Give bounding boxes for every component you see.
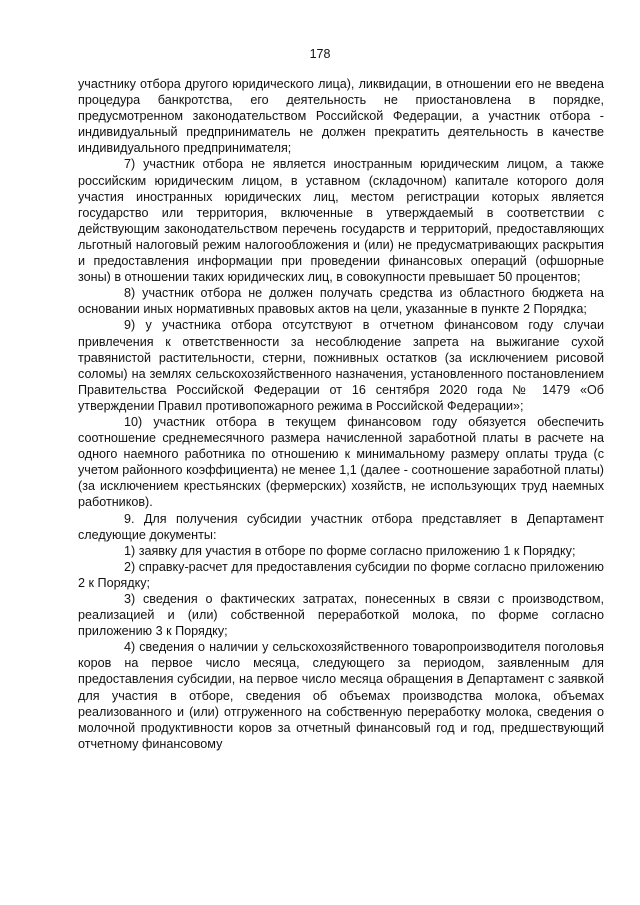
paragraph: 9) у участника отбора отсутствуют в отчетном финансовом году случаи привлечения к ответственности за несоблюдение запрета на выжигание сухой травянистой растительности, стерни, пожнивных остатков (за исключением рисовой соломы) на землях сельскохозяйственного назначения, установленного постановлением Правительства Российской Федерации от 16 сентября 2020 года № 1479 «Об утверждении Правил противопожарного режима в Российской Федерации»; [78,318,604,413]
paragraph: 3) сведения о фактических затратах, понесенных в связи с производством, реализацией и (или) собственной переработкой молока, по форме согласно приложению 3 к Порядку; [78,592,604,639]
paragraph: 9. Для получения субсидии участник отбора представляет в Департамент следующие документы: [78,511,604,542]
paragraph: 1) заявку для участия в отборе по форме согласно приложению 1 к Порядку; [124,543,576,558]
page-number: 178 [309,47,331,61]
paragraph: 10) участник отбора в текущем финансовом году обязуется обеспечить соотношение среднемесячного размера начисленной заработной платы в расчете на одного наемного работника по отношению к минимальному размеру оплаты труда (с учетом районного коэффициента) не менее 1,1 (далее - соотношение заработной платы) (за исключением крестьянских (фермерских) хозяйств, не использующих труд наемных работников). [78,414,604,510]
paragraph: 2) справку-расчет для предоставления субсидии по форме согласно приложению 2 к Порядку; [78,559,604,590]
document-body [78,76,604,752]
paragraph: участнику отбора другого юридического лица), ликвидации, в отношении его не введена процедура банкротства, его деятельность не приостановлена в порядке, предусмотренном законодательством Российской Федерации, а участник отбора - индивидуальный предприниматель не должен прекратить деятельность в качестве индивидуального предпринимателя; [78,77,604,156]
paragraph: 7) участник отбора не является иностранным юридическим лицом, а также российским юридическим лицом, в уставном (складочном) капитале которого доля участия иностранных юридических лиц, местом регистрации которых является государство или территория, включенные в утверждаемый в соответствии с действующим законодательством перечень государств и территорий, предоставляющих льготный налоговый режим налогообложения и (или) не предусматривающих раскрытия и предоставления информации при проведении финансовых операций (офшорные зоны) в отношении таких юридических лиц, в совокупности превышает 50 процентов; [78,157,604,285]
paragraph: 8) участник отбора не должен получать средства из областного бюджета на основании иных нормативных правовых актов на цели, указанные в пункте 2 Порядка; [78,286,604,317]
paragraph: 4) сведения о наличии у сельскохозяйственного товаропроизводителя поголовья коров на первое число месяца, следующего за периодом, заявленным для предоставления субсидии, на первое число месяца обращения в Департамент с заявкой для участия в отборе, сведения об объемах производства молока, объемах реализованного и (или) отгруженного на собственную переработку молока, сведения о молочной продуктивности коров за отчетный финансовый год и год, предшествующий отчетному финансовому [78,640,604,751]
